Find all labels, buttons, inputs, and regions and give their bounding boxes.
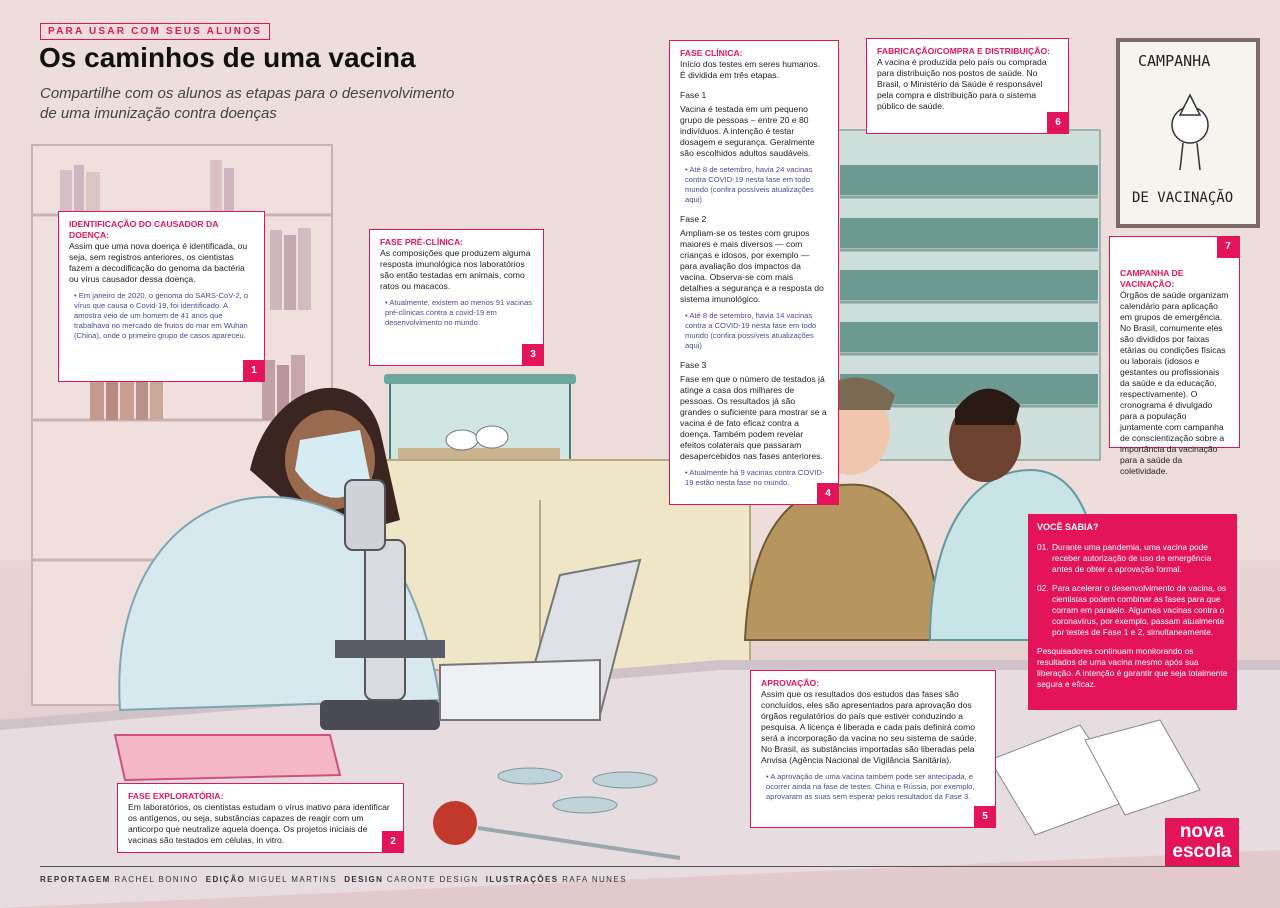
credit-label-design: DESIGN	[344, 875, 384, 884]
audience-tag: PARA USAR COM SEUS ALUNOS	[40, 23, 270, 40]
step-6-heading: FABRICAÇÃO/COMPRA E DISTRIBUIÇÃO:	[877, 46, 1050, 56]
page-title: Os caminhos de uma vacina	[39, 42, 416, 73]
step-2-number: 2	[382, 831, 404, 853]
step-6-card	[866, 38, 1069, 134]
step-4-number: 4	[817, 483, 839, 505]
footer-divider	[40, 866, 1240, 867]
credit-value-illustrations: RAFA NUNES	[562, 875, 627, 884]
credits-line	[40, 875, 627, 884]
step-4-heading: FASE CLÍNICA:	[680, 48, 743, 58]
step-7-body: Órgãos de saúde organizam calendário para aplicação em grupos de emergência. No Brasil, comumente eles são divididos por faixas etárias ou condições físicas ou laborais (idosos e gestantes ou profissionais da saúde e da educação, respectivamente). O cronograma é divulgado para a população juntamente com campanha de conscientização sobre a importância da vacinação para a saúde da coletividade.	[1120, 290, 1229, 476]
step-1-card	[58, 211, 265, 382]
step-5-heading: APROVAÇÃO:	[761, 678, 820, 688]
phase-3-body: Fase em que o número de testados já atinge a casa dos milhares de pessoas. Os resultados já são grandes o suficiente para mostrar se a vacina é de fato eficaz contra a doença. Também podem revelar efeitos colaterais que passaram desapercebidos nas fases anteriores.	[680, 374, 827, 461]
step-7-heading: CAMPANHA DE VACINAÇÃO:	[1120, 268, 1184, 289]
credits-footer	[0, 866, 1280, 908]
poster-title-bottom: DE VACINAÇÃO	[1132, 190, 1234, 206]
step-1-body: Assim que uma nova doença é identificada, ou seja, sem registros anteriores, os cientistas fazem a decodificação do genoma da bactéria ou vírus causador dessa doença.	[69, 241, 248, 284]
phase-1-note: • Até 8 de setembro, havia 24 vacinas contra COVID-19 nesta fase em todo mundo (confira possíveis atualizações aqui)	[680, 165, 828, 205]
credit-value-design: CARONTE DESIGN	[386, 875, 479, 884]
step-6-number: 6	[1047, 112, 1069, 134]
step-4-card	[669, 40, 839, 505]
step-5-body: Assim que os resultados dos estudos das fases são concluídos, eles são apresentados para aprovação dos órgãos regulatórios do país que estiver conduzindo a pesquisa. A licença é liberada e cada país definirá como será a incorporação da vacina no seu sistema de saúde. No Brasil, as substâncias importadas são liberadas pela Anvisa (Agência Nacional de Vigilância Sanitária).	[761, 689, 977, 765]
step-1-note: • Em janeiro de 2020, o genoma do SARS-CoV-2, o vírus que causa o Covid-19, foi identificado. A amostra veio de um homem de 41 anos que trabalhava no mercado de frutos do mar em Wuhan (China), onde o primeiro grupo de casos apareceu.	[69, 291, 254, 341]
step-3-heading: FASE PRÉ-CLÍNICA:	[380, 237, 464, 247]
step-1-number: 1	[243, 360, 265, 382]
fact-2-number: 02.	[1037, 583, 1049, 593]
fact-2-text: Para acelerar o desenvolvimento da vacina, os cientistas podem combinar as fases para que corram em paralelo. Algumas vacinas contra o coronavírus, por exemplo, passam atualmente por testes de Fase 1 e 2, simultaneamente.	[1052, 583, 1227, 637]
step-3-note: • Atualmente, existem ao menos 91 vacinas pré-clínicas contra a covid-19 em desenvolvimento no mundo.	[380, 298, 533, 328]
poster-title-top: CAMPANHA	[1138, 52, 1211, 70]
phase-1-body: Vacina é testada em um pequeno grupo de pessoas – entre 20 e 80 indivíduos. A intenção é testar dosagem e segurança. Geralmente são escolhidos adultos saudáveis.	[680, 104, 815, 158]
fact-1-text: Durante uma pandemia, uma vacina pode receber autorização de uso de emergência antes de obter a aprovação formal.	[1052, 542, 1212, 574]
step-2-card	[117, 783, 404, 853]
step-5-number: 5	[974, 806, 996, 828]
phase-2-title: Fase 2	[680, 214, 707, 224]
fact-closing: Pesquisadores continuam monitorando os resultados de uma vacina mesmo após sua liberação. A intenção é garantir que seja totalmente segura e eficaz.	[1037, 646, 1228, 689]
phase-2-body: Ampliam-se os testes com grupos maiores e mais diversos — com crianças e idosos, por exemplo — para avaliação dos impactos da vacina. Observa-se com mais detalhes a segurança e a resposta do sistema imunológico.	[680, 228, 824, 304]
did-you-know-heading: VOCÊ SABIA?	[1037, 522, 1099, 532]
credit-label-reporting: REPORTAGEM	[40, 875, 111, 884]
page-subtitle: Compartilhe com os alunos as etapas para o desenvolvimento de uma imunização contra doenças	[40, 85, 455, 122]
logo-line-1: nova	[1179, 821, 1225, 842]
phase-1-title: Fase 1	[680, 90, 707, 100]
step-2-heading: FASE EXPLORATÓRIA:	[128, 791, 224, 801]
step-4-intro: Início dos testes em seres humanos. É dividida em três etapas.	[680, 59, 820, 80]
credit-value-editing: MIGUEL MARTINS	[248, 875, 337, 884]
phase-2-note: • Até 8 de setembro, havia 14 vacinas contra a COVID-19 nesta fase em todo mundo (confira possíveis atualizações aqui)	[680, 311, 828, 351]
nova-escola-logo	[1165, 818, 1239, 866]
step-2-body: Em laboratórios, os cientistas estudam o vírus inativo para identificar os antígenos, ou seja, substâncias capazes de reagir com um anticorpo que neutralize aquela doença. Os projetos iniciais de vacinas são testados em células, in vitro.	[128, 802, 390, 845]
step-6-body: A vacina é produzida pelo país ou comprada para distribuição nos postos de saúde. No Brasil, o Ministério da Saúde é responsável pela compra e distribuição para o sistema público de saúde.	[877, 57, 1047, 111]
step-5-card	[750, 670, 996, 828]
step-3-number: 3	[522, 344, 544, 366]
step-7-number: 7	[1217, 236, 1239, 258]
phase-3-note: • Atualmente há 9 vacinas contra COVID-19 estão nesta fase no mundo.	[680, 468, 828, 488]
credit-value-reporting: RACHEL BONINO	[114, 875, 199, 884]
fact-1-number: 01.	[1037, 542, 1049, 552]
mouse-cage	[384, 374, 576, 468]
step-5-note: • A aprovação de uma vacina também pode ser antecipada, e ocorrer ainda na fase de testes. China e Rússia, por exemplo, aprovaram as suas sem esperar pelos resultados da Fase 3.	[761, 772, 985, 802]
fact-1	[1037, 542, 1228, 575]
logo-line-2: escola	[1172, 841, 1232, 862]
step-3-card	[369, 229, 544, 366]
credit-label-illustrations: ILUSTRAÇÕES	[485, 875, 559, 884]
step-3-body: As composições que produzem alguma resposta imunológica nos laboratórios são então testadas em animais, como ratos ou macacos.	[380, 248, 531, 291]
step-7-card	[1109, 236, 1240, 476]
fact-2	[1037, 583, 1228, 638]
credit-label-editing: EDIÇÃO	[205, 875, 246, 884]
step-1-heading: IDENTIFICAÇÃO DO CAUSADOR DA DOENÇA:	[69, 219, 219, 240]
phase-3-title: Fase 3	[680, 360, 707, 370]
did-you-know-box	[1028, 514, 1237, 710]
